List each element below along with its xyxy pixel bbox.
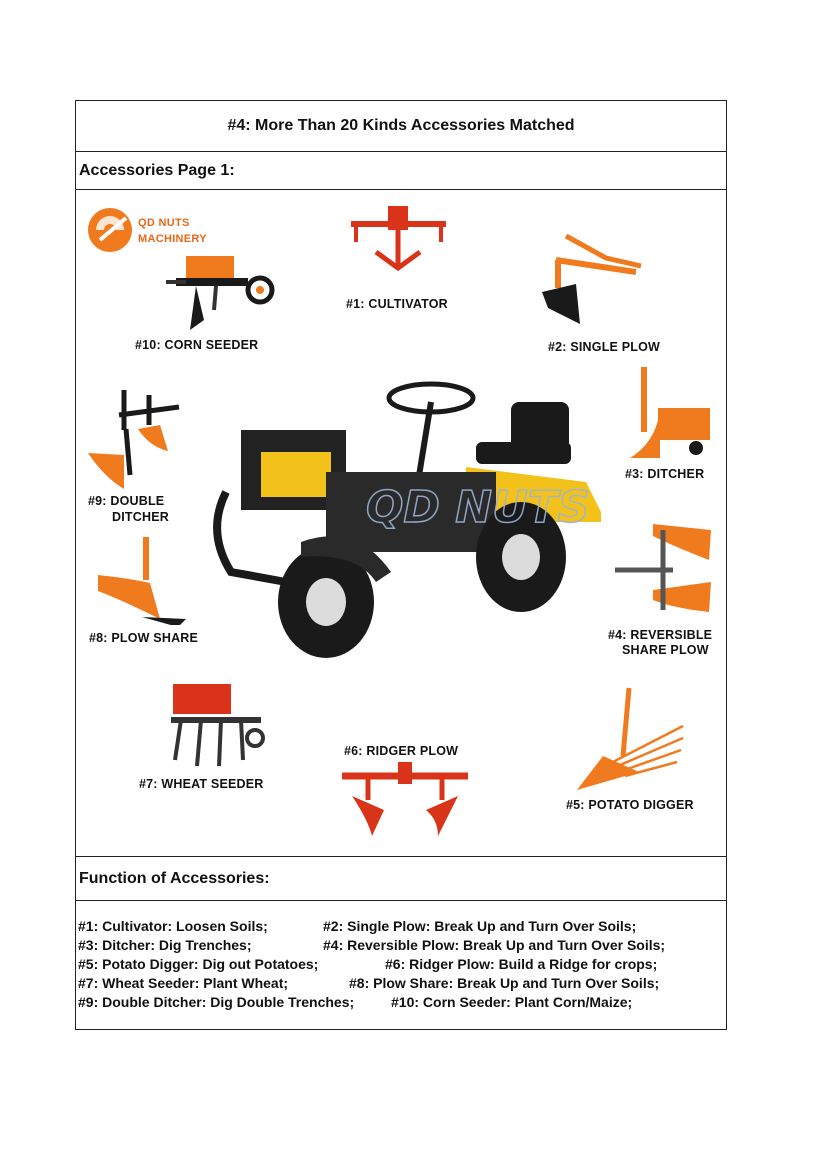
wheat-seeder-image: [161, 680, 271, 775]
content-frame: [75, 100, 727, 1030]
function-section-title: Function of Accessories:: [76, 857, 726, 901]
accessories-gallery: [76, 190, 726, 857]
function-line: [77, 975, 726, 994]
single-plow-image: [536, 228, 646, 328]
cultivator-label: #1: CULTIVATOR: [346, 297, 448, 311]
function-item: #1: Cultivator: Loosen Soils;: [78, 918, 268, 934]
function-line: [77, 918, 726, 937]
plow-share-image: [94, 535, 194, 625]
function-item: #10: Corn Seeder: Plant Corn/Maize;: [391, 994, 633, 1010]
brand-logo: [86, 200, 136, 258]
ridger-plow-label: #6: RIDGER PLOW: [344, 744, 459, 758]
reversible-share-plow-label-2: SHARE PLOW: [622, 643, 709, 657]
double-ditcher-image: [84, 385, 184, 495]
cultivator-image: [346, 202, 451, 277]
function-item: #9: Double Ditcher: Dig Double Trenches;: [78, 994, 355, 1010]
function-item: #6: Ridger Plow: Build a Ridge for crops;: [385, 956, 658, 972]
function-item: #4: Reversible Plow: Break Up and Turn Over Soils;: [323, 937, 666, 953]
function-item: #3: Ditcher: Dig Trenches;: [78, 937, 252, 953]
walking-tractor-image: [206, 372, 601, 662]
watermark-text: QD NUTS: [366, 482, 590, 533]
double-ditcher-label-2: DITCHER: [112, 510, 169, 524]
function-item: #7: Wheat Seeder: Plant Wheat;: [78, 975, 289, 991]
logo-line-1: QD NUTS: [138, 217, 190, 229]
function-list: [76, 901, 726, 1029]
single-plow-label: #2: SINGLE PLOW: [548, 340, 661, 354]
page-title: #4: More Than 20 Kinds Accessories Matched: [76, 101, 726, 152]
function-line: [77, 994, 726, 1013]
ridger-plow-image: [338, 760, 473, 840]
ditcher-label: #3: DITCHER: [625, 467, 705, 481]
function-item: #8: Plow Share: Break Up and Turn Over Soils;: [349, 975, 660, 991]
reversible-share-plow-label-1: #4: REVERSIBLE: [608, 628, 713, 642]
potato-digger-image: [573, 686, 688, 796]
plow-share-label: #8: PLOW SHARE: [89, 631, 199, 645]
wheat-seeder-label: #7: WHEAT SEEDER: [139, 777, 264, 791]
logo-line-2: MACHINERY: [138, 233, 207, 245]
corn-seeder-image: [156, 250, 276, 335]
function-line: [77, 937, 726, 956]
potato-digger-label: #5: POTATO DIGGER: [566, 798, 694, 812]
function-line: [77, 956, 726, 975]
function-item: #2: Single Plow: Break Up and Turn Over Soils;: [323, 918, 637, 934]
double-ditcher-label-1: #9: DOUBLE: [88, 494, 165, 508]
function-item: #5: Potato Digger: Dig out Potatoes;: [78, 956, 319, 972]
accessories-section-title: Accessories Page 1:: [76, 152, 726, 190]
reversible-share-plow-image: [613, 520, 718, 620]
ditcher-image: [626, 362, 716, 467]
corn-seeder-label: #10: CORN SEEDER: [135, 338, 259, 352]
